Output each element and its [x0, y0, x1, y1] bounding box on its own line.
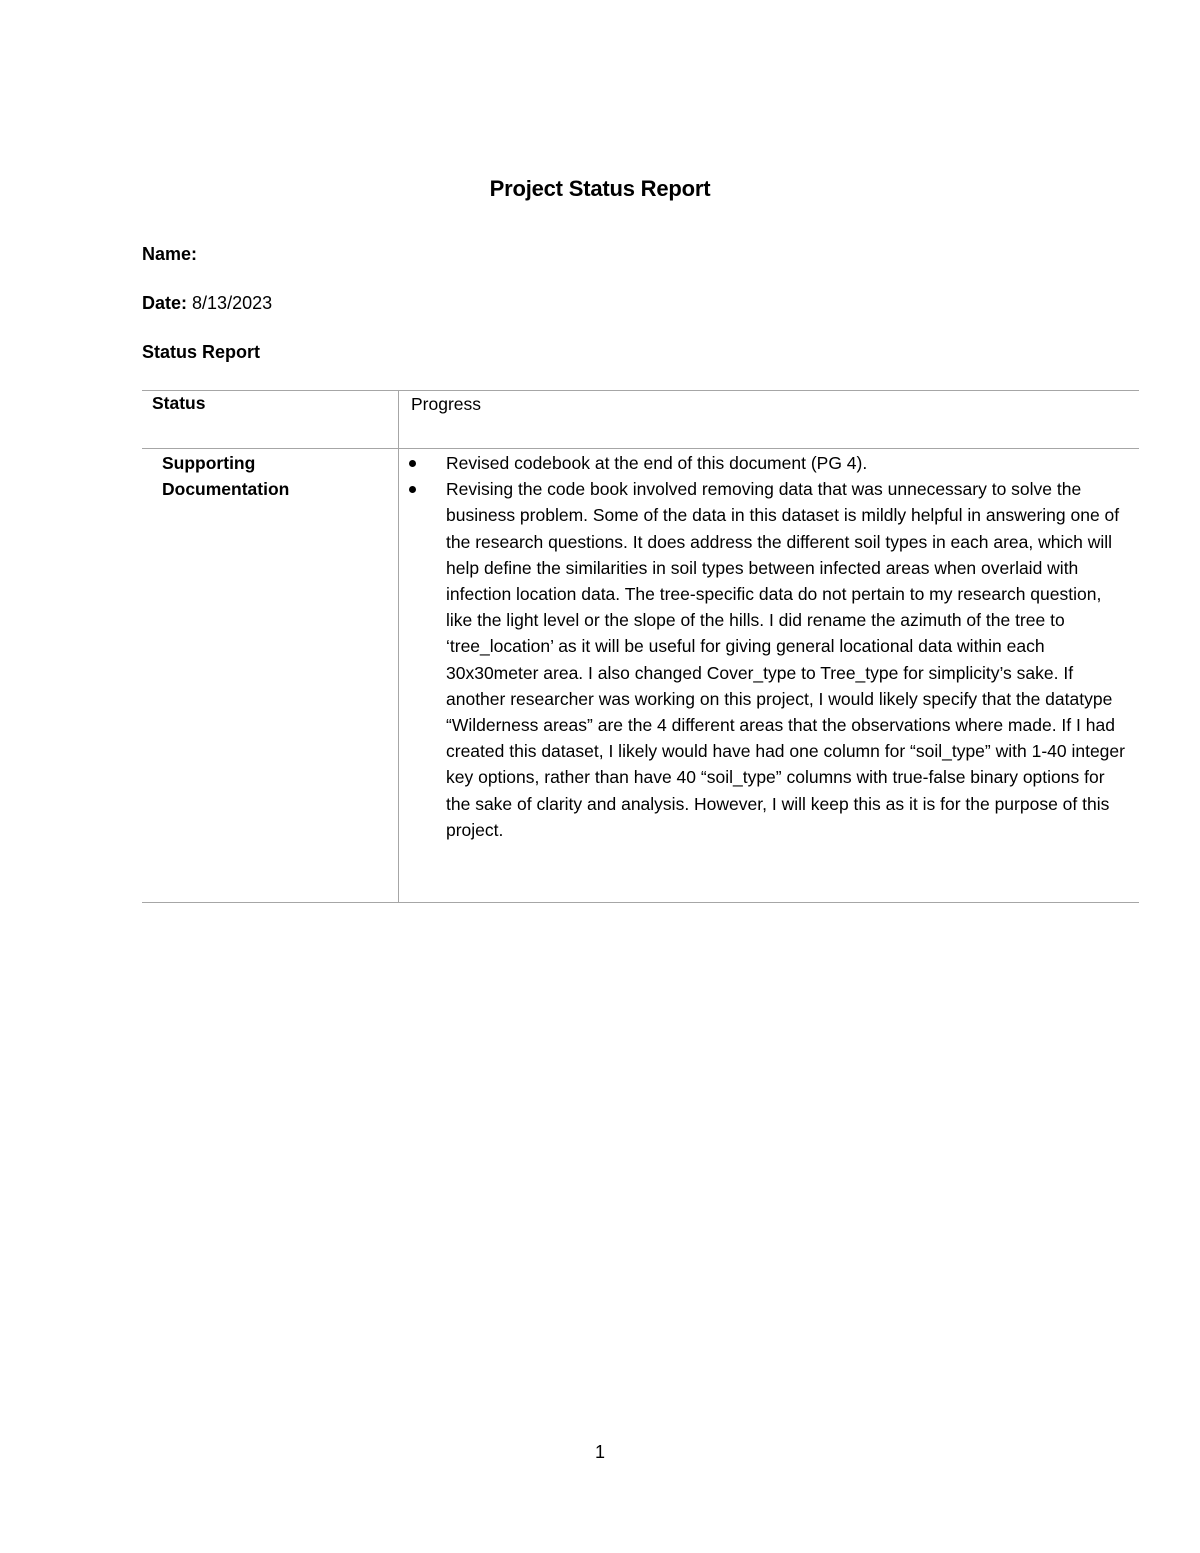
table-bottom-border: [142, 902, 1139, 903]
name-field: [142, 244, 197, 265]
list-item: [405, 476, 1130, 843]
table-top-border: [142, 390, 1139, 391]
supporting-documentation-list: [405, 450, 1130, 843]
name-label: Name:: [142, 244, 198, 264]
list-item-text: Revised codebook at the end of this document (PG 4).: [446, 453, 868, 473]
page-number: 1: [594, 1442, 605, 1462]
status-label: Status: [152, 393, 206, 413]
supporting-documentation-label: Supporting Documentation: [162, 453, 290, 500]
bullet-icon: [409, 460, 416, 467]
list-item-text: Revising the code book involved removing data that was unnecessary to solve the business problem. Some of the data in this dataset is mildly helpful in answering one of the research questions. It does address the different soil types in each area, which will help define the similarities in soil types between infected areas when overlaid with infection location data. The tree-specific data do not pertain to my research question, like the light level or the slope of the hills. I did rename the azimuth of the tree to ‘tree_location’ as it will be useful for giving general locational data within each 30x30meter area. I also changed Cover_type to Tree_type for simplicity’s sake. If another researcher was working on this project, I would likely specify that the datatype “Wilderness areas” are the 4 different areas that the observations where made. If I had created this dataset, I likely would have had one column for “soil_type” with 1-40 integer key options, rather than have 40 “soil_type” columns with true-false binary options for the sake of clarity and analysis. However, I will keep this as it is for the purpose of this project.: [446, 479, 1125, 840]
table-row-divider: [142, 448, 1139, 449]
date-label: Date:: [142, 293, 188, 313]
table-column-divider: [398, 390, 399, 903]
status-report-heading: Status Report: [142, 342, 261, 362]
document-title: Project Status Report: [489, 176, 711, 201]
date-value: 8/13/2023: [192, 293, 273, 313]
status-value: Progress: [411, 394, 482, 414]
date-field: [142, 293, 272, 314]
list-item: [405, 450, 1130, 476]
bullet-icon: [409, 486, 416, 493]
